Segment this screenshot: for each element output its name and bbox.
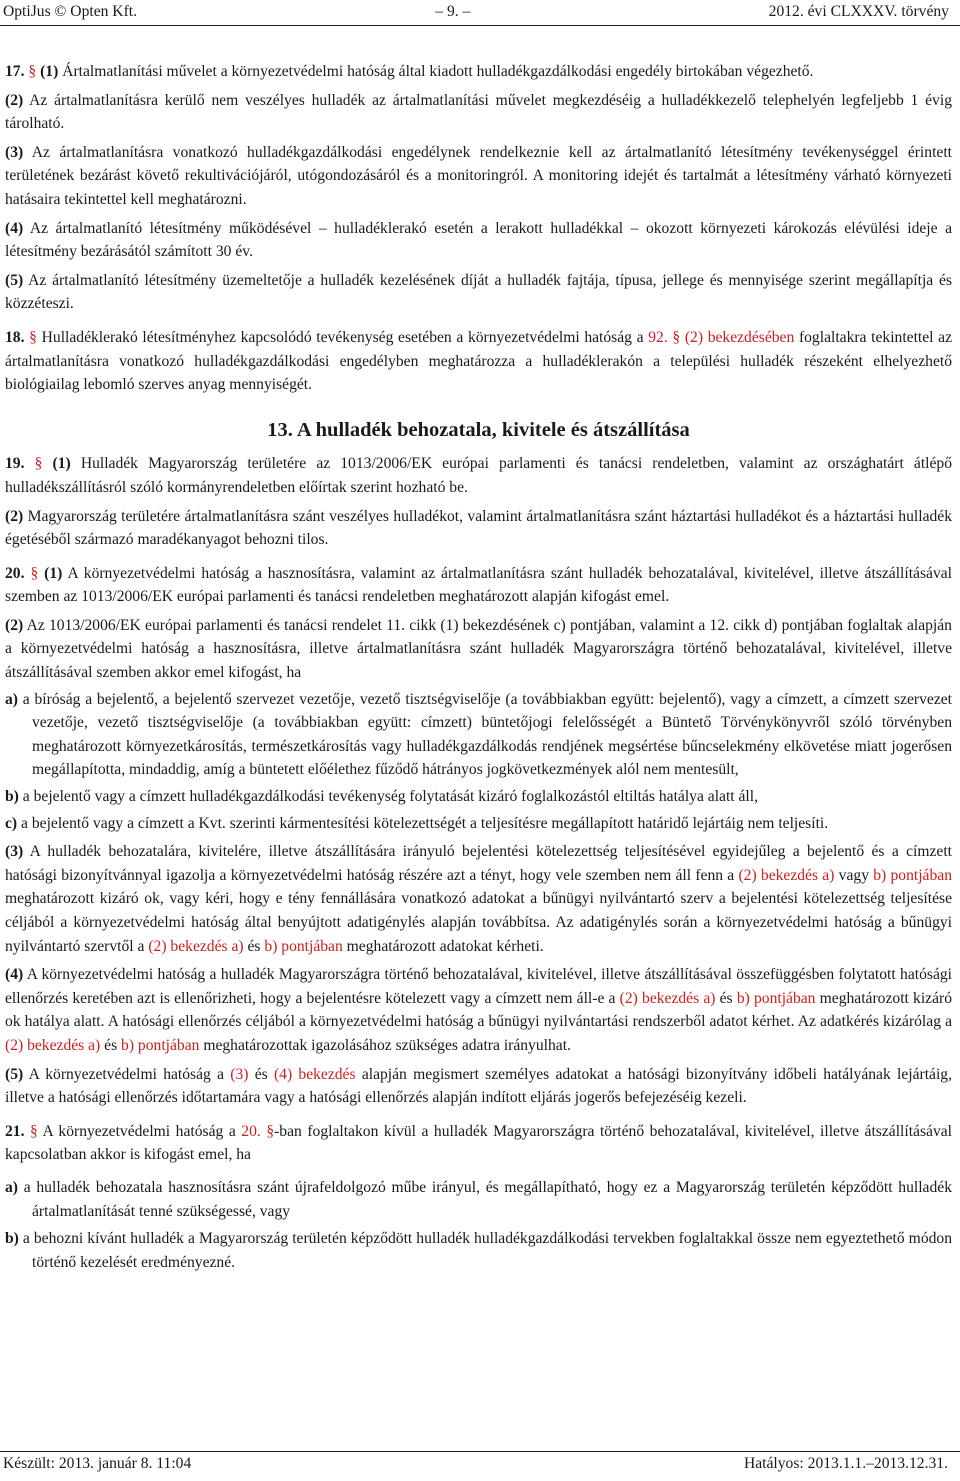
ref-section-20-sign[interactable]: § [266, 1122, 275, 1140]
chapter-title: 13. A hulladék behozatala, kivitele és átszállítása [267, 418, 690, 441]
law-title: 2012. évi CLXXXV. törvény [768, 3, 949, 21]
section-20-para-4: (4) A környezetvédelmi hatóság a hulladék Magyarországra történő behozatalával, kivitelével, illetve átszállításával összefüggésben folytatott hatósági ellenőrzés keretében azt is ellenőrizheti, hogy a bejelentésre kötelezett vagy a címzett nem áll-e a (2) bekezdés a) és b) pontjában meghatározott kizáró ok hatálya alatt. A hatósági ellenőrzés céljából a környezetvédelmi hatóság a bűnügyi nyilvántartási rendszerből adatot kérhet. Az adatkérés kizárólag a (2) bekezdés a) és b) pontjában meghatározottak igazolásához szükséges adatra irányulhat. [5, 966, 953, 1054]
page-footer [0, 1451, 960, 1481]
page-number: – 9. – [435, 3, 471, 21]
ref-point-b[interactable]: b) pontjában [736, 989, 816, 1007]
section-18: 18. § Hulladéklerakó létesítményhez kapcsolódó tevékenység esetében a környezetvédelmi hatóság a 92. § (2) bekezdésében foglaltakra tekintettel az ártalmatlanításra vonatkozó hulladékgazdálkodási engedélyben meghatározza a hulladéklerakón a települési hulladék részeként elhelyezhető biológiailag lebomló szerves anyag mennyiségét. [5, 328, 953, 394]
ref-para-2-a[interactable]: (2) bekezdés a) [738, 866, 835, 884]
section-17-para-4: (4) Az ártalmatlanító létesítmény működésével – hulladéklerakó esetén a lerakott hulladékkal – okozott környezeti károkozás elévülési ideje a létesítmény bezárásától számított 30 év. [5, 219, 952, 261]
section-20-point-c: c) a bejelentő vagy a címzett a Kvt. szerinti kármentesítési kötelezettségét a teljesítésre megállapított határidő lejártáig nem teljesíti. [5, 814, 829, 832]
document-body [5, 60, 952, 1274]
section-17-para-1: 17. § (1) Ártalmatlanítási művelet a környezetvédelmi hatóság által kiadott hulladékgazdálkodási engedély birtokában végezhető. [5, 63, 814, 80]
ref-para-2-a[interactable]: (2) bekezdés a) [5, 1036, 101, 1054]
ref-point-b[interactable]: b) pontjában [264, 937, 343, 955]
publisher-label: OptiJus © Opten Kft. [3, 3, 137, 21]
created-timestamp: Készült: 2013. január 8. 11:04 [3, 1455, 192, 1473]
section-21-point-b: b) a behozni kívánt hulladék a Magyarország területén képződött hulladék hulladékgazdálkodási tervekben foglaltakkal össze nem egyeztethető módon történő kezelését eredményezné. [5, 1230, 953, 1271]
section-21: 21. § A környezetvédelmi hatóság a 20. §-ban foglaltakon kívül a hulladék Magyarországra történő behozatalával, kivitelével, illetve átszállításával kapcsolatban akkor is kifogást emel, ha [5, 1122, 952, 1164]
section-20-para-2: (2) Az 1013/2006/EK európai parlamenti és tanácsi rendelet 11. cikk (1) bekezdésének c) pontjában, valamint a 12. cikk d) pontjában foglaltak alapján a környezetvédelmi hatóság a hasznosításra, illetve ártalmatlanításra szánt hulladék Magyarországra történő behozatalával, kivitelével, illetve átszállításával szemben akkor emel kifogást, ha [5, 616, 952, 682]
section-21-point-a: a) a hulladék behozatala hasznosításra szánt újrafeldolgozó műbe irányul, és megállapítható, hogy ez a Magyarország területén képződött hulladék ártalmatlanítását tenné szükségessé, vagy [5, 1178, 952, 1220]
validity-range: Hatályos: 2013.1.1.–2013.12.31. [743, 1455, 948, 1473]
ref-point-b[interactable]: b) pontjában [121, 1036, 200, 1054]
ref-section-92-para-2[interactable]: § (2) bekezdésében [672, 328, 795, 346]
section-20-para-5: (5) A környezetvédelmi hatóság a (3) és (4) bekezdés alapján megismert személyes adatokat a hatósági bizonyítvány időbeli hatályának lejártáig, illetve a hatósági ellenőrzés időtartamára vagy a hatósági ellenőrzés alapján indított eljárás jogerős befejezéséig kezeli. [5, 1065, 952, 1107]
section-19-para-1: 19. § (1) Hulladék Magyarország területére az 1013/2006/EK európai parlamenti és tanácsi rendeletben, valamint az országhatárt átlépő hulladékszállításról szóló kormányrendeletben előírtak szerint hozható be. [5, 455, 953, 496]
section-20-point-a: a) a bíróság a bejelentő, a bejelentő szervezet vezetője, vezető tisztségviselője (a továbbiakban együtt: bejelentő), vagy a címzett, a címzett szervezet vezetője, vezető tisztségviselője (a továbbiakban együtt: címzett) büntetőjogi felelősségét a Büntető Törvénykönyvről szóló törvényben meghatározott környezetkárosítás, természetkárosítás vagy hulladékgazdálkodás rendjének megsértése bűncselekmény elkövetése miatt jogerősen megállapította, mindaddig, amíg a büntetett előélethez fűződő hátrányos jogkövetkezmények alól nem mentesült, [5, 690, 952, 779]
section-19-para-2: (2) Magyarország területére ártalmatlanításra szánt veszélyes hulladékot, valamint ártalmatlanításra szánt háztartási hulladékot és a háztartási hulladék égetéséből származó maradékanyagot behozni tilos. [5, 507, 953, 549]
section-17-para-5: (5) Az ártalmatlanító létesítmény üzemeltetője a hulladék kezelésének díját a hulladék fajtája, típusa, jellege és mennyisége szerint megállapítja és közzéteszi. [5, 271, 952, 313]
section-20-point-b: b) a bejelentő vagy a címzett hulladékgazdálkodási tevékenység folytatását kizáró foglalkozástól eltiltás hatálya alatt áll, [5, 788, 758, 806]
ref-section-92[interactable]: 92. [648, 328, 668, 346]
ref-para-2-a[interactable]: (2) bekezdés a) [148, 937, 244, 955]
footer-rule [0, 1451, 960, 1452]
header-rule [0, 25, 960, 26]
ref-para-4[interactable]: (4) bekezdés [273, 1065, 356, 1083]
ref-section-20[interactable]: 20. [241, 1122, 261, 1140]
ref-point-b[interactable]: b) pontjában [873, 866, 952, 884]
ref-para-3[interactable]: (3) [230, 1065, 249, 1083]
section-20-para-3: (3) A hulladék behozatalára, kivitelére, illetve átszállítására irányuló bejelentési kötelezettség teljesítésével egyidejűleg a bejelentő és a címzett hatósági bizonyítvánnyal igazolja a környezetvédelmi hatóság részére azt a tényt, hogy vele szemben nem áll fenn a (2) bekezdés a) vagy b) pontjában meghatározott kizáró ok, vagy kéri, hogy e tény fennállására vonatkozó adatokat a bűnügyi nyilvántartó szerv a bejelentési kötelezettség teljesítése céljából a környezetvédelmi hatóság által benyújtott adatigénylés alapján továbbítsa. Az adatigénylés során a környezetvédelmi hatóság a bűnügyi nyilvántartó szervtől a (2) bekezdés a) és b) pontjában meghatározott adatokat kérheti. [5, 843, 952, 955]
section-20-para-1: 20. § (1) A környezetvédelmi hatóság a hasznosításra, valamint az ártalmatlanításra szánt hulladék behozatalával, kivitelével, illetve átszállításával szemben az 1013/2006/EK európai parlamenti és tanácsi rendeletben meghatározott alapján kifogást emel. [5, 564, 952, 606]
section-17-para-3: (3) Az ártalmatlanításra vonatkozó hulladékgazdálkodási engedélynek rendelkeznie kell az ártalmatlanító létesítmény tevékenységgel érintett területének bezárást követő rekultivációjáról, utógondozásáról és a monitoringról. A monitoring idejét és tartalmát a létesítmény várható környezeti hatásaira tekintettel kell meghatározni. [5, 143, 952, 208]
section-17-para-2: (2) Az ártalmatlanításra kerülő nem veszélyes hulladék az ártalmatlanítási művelet megkezdéséig a hulladékkezelő telephelyén legfeljebb 1 évig tárolható. [5, 91, 952, 133]
ref-para-2-a[interactable]: (2) bekezdés a) [619, 989, 716, 1007]
page-header [0, 0, 960, 24]
